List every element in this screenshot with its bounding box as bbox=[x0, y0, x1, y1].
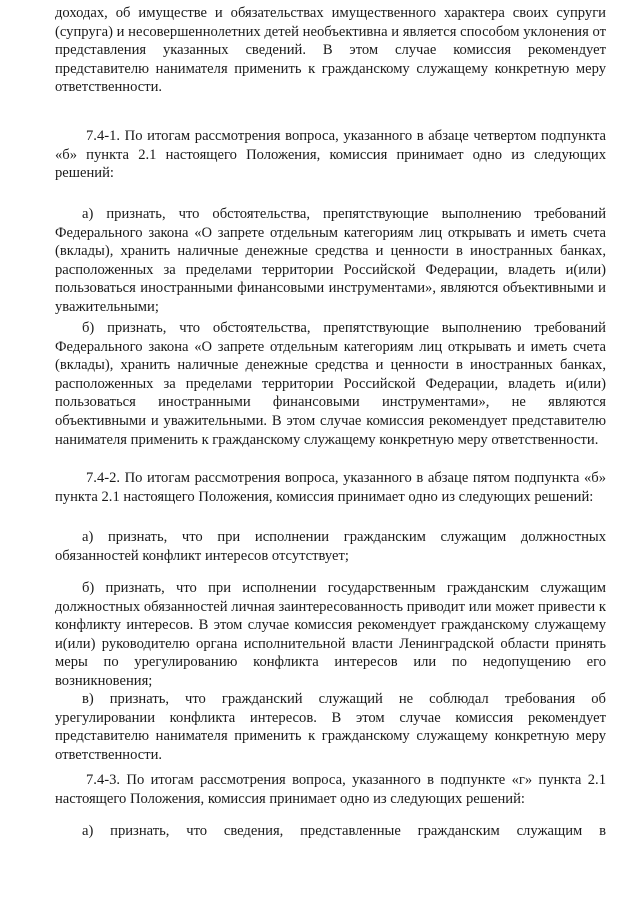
paragraph-7-4-2: 7.4-2. По итогам рассмотрения вопроса, указанного в абзаце пятом подпункта «б» пункта 2.1 настоящего Положения, комиссия принимает одно из следующих решений: bbox=[55, 470, 606, 505]
paragraph-7-4-1: 7.4-1. По итогам рассмотрения вопроса, указанного в абзаце четвертом подпункта «б» пункта 2.1 настоящего Положения, комиссия принимает одно из следующих решений: bbox=[55, 128, 606, 182]
paragraph-7-4-3-a: а) признать, что сведения, представленные гражданским служащим в bbox=[82, 823, 606, 839]
paragraph-7-4-2-v: в) признать, что гражданский служащий не соблюдал требования об урегулировании конфликта интересов. В этом случае комиссия рекомендует представителю нанимателя применить к гражданскому служащему конкретную меру ответственности. bbox=[55, 691, 606, 763]
paragraph-7-4-3: 7.4-3. По итогам рассмотрения вопроса, указанного в подпункте «г» пункта 2.1 настоящего Положения, комиссия принимает одно из следующих решений: bbox=[55, 772, 606, 807]
paragraph-7-4-1-a: а) признать, что обстоятельства, препятствующие выполнению требований Федерального закона «О запрете отдельным категориям лиц открывать и иметь счета (вклады), хранить наличные денежные средства и ценности в иностранных банках, расположенных за пределами территории Российской Федерации, владеть и(или) пользоваться иностранными финансовыми инструментами», являются объективными и уважительными; bbox=[55, 206, 606, 315]
paragraph-continuation: доходах, об имуществе и обязательствах имущественного характера своих супруги (супруга) и несовершеннолетних детей необъективна и является способом уклонения от представления указанных сведений. В этом случае комиссия рекомендует представителю нанимателя применить к гражданскому служащему конкретную меру ответственности. bbox=[55, 5, 606, 96]
paragraph-7-4-2-a: а) признать, что при исполнении гражданским служащим должностных обязанностей конфликт интересов отсутствует; bbox=[55, 529, 606, 564]
paragraph-7-4-2-b: б) признать, что при исполнении государственным гражданским служащим должностных обязанностей личная заинтересованность приводит или может привести к конфликту интересов. В этом случае комиссия рекомендует гражданскому служащему и(или) руководителю органа исполнительной власти Ленинградской области принять меры по урегулированию конфликта интересов или по недопущению его возникновения; bbox=[55, 580, 606, 689]
paragraph-7-4-1-b: б) признать, что обстоятельства, препятствующие выполнению требований Федерального закона «О запрете отдельным категориям лиц открывать и иметь счета (вклады), хранить наличные денежные средства и ценности в иностранных банках, расположенных за пределами территории Российской Федерации, владеть и(или) пользоваться иностранными финансовыми инструментами», не являются объективными и уважительными. В этом случае комиссия рекомендует представителю нанимателя применить к гражданскому служащему конкретную меру ответственности. bbox=[55, 320, 606, 448]
